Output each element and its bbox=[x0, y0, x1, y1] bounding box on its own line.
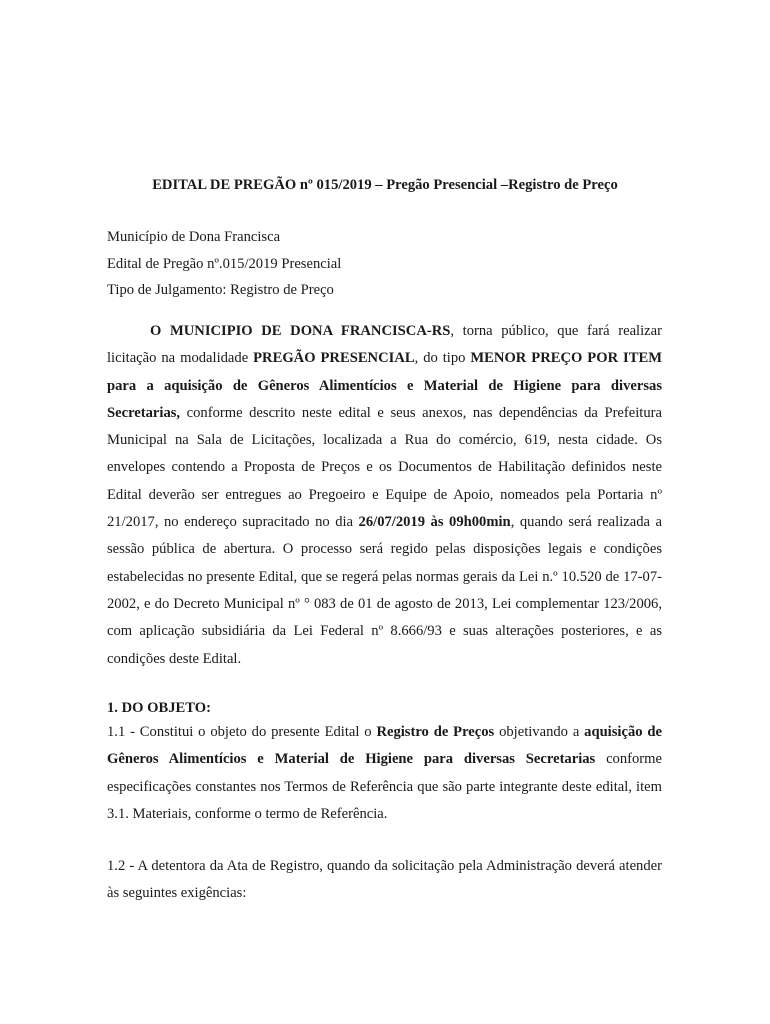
item-1-1-text-1: 1.1 - Constitui o objeto do presente Edital o bbox=[107, 724, 377, 740]
item-1-1-text-2: objetivando a bbox=[494, 724, 585, 740]
intro-text-4: , quando será realizada a sessão pública de abertura. O processo será regido pelas disposições legais e condições estabelecidas no presente Edital, que se regerá pelas normas gerais da Lei n.º 10.520 de 17-07-2002, e do Decreto Municipal nº ° 083 de 01 de agosto de 2013, Lei complementar 123/2006, com aplicação subsidiária da Lei Federal nº 8.666/93 e suas alterações posteriores, e as condições deste Edital. bbox=[107, 514, 662, 667]
intro-type: MENOR PREÇO POR ITEM para a aquisição de Gêneros Alimentícios e Material de Higiene para diversas Secretarias, bbox=[107, 350, 662, 421]
document-title: EDITAL DE PREGÃO nº 015/2019 – Pregão Presencial –Registro de Preço bbox=[152, 177, 618, 193]
document-meta bbox=[107, 224, 667, 304]
section-1-2-paragraph: 1.2 - A detentora da Ata de Registro, quando da solicitação pela Administração deverá atender às seguintes exigências: bbox=[107, 858, 662, 902]
intro-paragraph bbox=[107, 318, 662, 673]
item-1-1-bold-1: Registro de Preços bbox=[376, 724, 495, 740]
item-1-1-text-3: conforme especificações constantes nos Termos de Referência que são parte integrante deste edital, item 3.1. Materiais, conforme o termo de Referência. bbox=[107, 751, 662, 822]
meta-edital: Edital de Pregão nº.015/2019 Presencial bbox=[107, 255, 342, 272]
meta-judgment-type: Tipo de Julgamento: Registro de Preço bbox=[107, 282, 334, 298]
intro-modality: PREGÃO PRESENCIAL bbox=[253, 350, 415, 367]
section-1-1-paragraph bbox=[107, 719, 662, 828]
meta-municipality: Município de Dona Francisca bbox=[107, 229, 281, 245]
intro-text-3: conforme descrito neste edital e seus anexos, nas dependências da Prefeitura Municipal na Sala de Licitações, localizada a Rua do comércio, 619, nesta cidade. Os envelopes contendo a Proposta de Preços e os Documentos de Habilitação definidos neste Edital deverão ser entregues ao Pregoeiro e Equipe de Apoio, nomeados pela Portaria nº 21/2017, no endereço supracitado no dia bbox=[107, 404, 662, 531]
section-1-heading: 1. DO OBJETO: bbox=[107, 700, 211, 716]
intro-entity: O MUNICIPIO DE DONA FRANCISCA-RS bbox=[150, 323, 451, 339]
intro-text-1: , torna público, que fará realizar licitação na modalidade bbox=[107, 323, 662, 367]
item-1-1-bold-2: aquisição de Gêneros Alimentícios e Material de Higiene para diversas Secretarias bbox=[107, 724, 662, 768]
intro-datetime: 26/07/2019 às 09h00min bbox=[358, 514, 511, 531]
intro-text-2: , do tipo bbox=[414, 350, 471, 367]
